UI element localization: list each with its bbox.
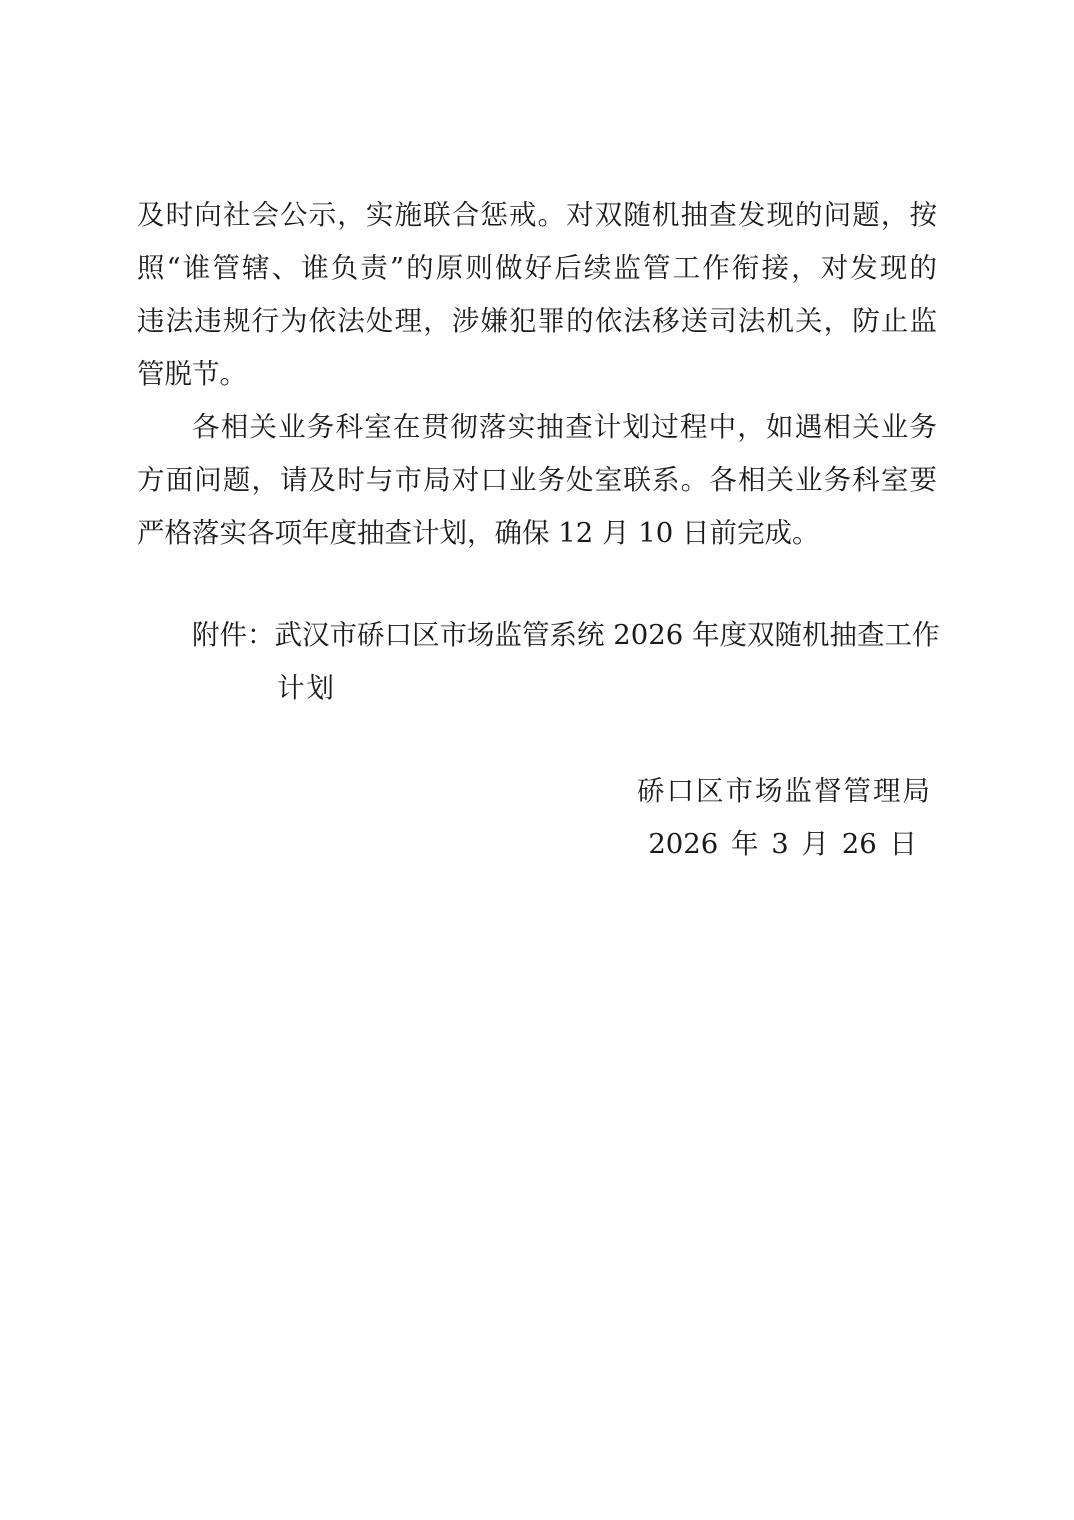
paragraph2-line-3: 严格落实各项年度抽查计划，确保 12 月 10 日前完成。 [137, 517, 820, 549]
paragraph1-line-3: 违法违规行为依法处理，涉嫌犯罪的依法移送司法机关，防止监 [137, 305, 937, 337]
paragraph1-line-4: 管脱节。 [137, 358, 247, 390]
attachment-line-2: 计划 [277, 672, 336, 704]
paragraph2-line-1: 各相关业务科室在贯彻落实抽查计划过程中，如遇相关业务 [192, 411, 937, 443]
attachment-line-1: 附件：武汉市硚口区市场监管系统 2026 年度双随机抽查工作 [192, 619, 940, 651]
paragraph2-line-2: 方面问题，请及时与市局对口业务处室联系。各相关业务科室要 [137, 464, 937, 496]
signature-date: 2026 年 3 月 26 日 [648, 828, 917, 860]
paragraph1-line-1: 及时向社会公示，实施联合惩戒。对双随机抽查发现的问题，按 [137, 199, 937, 231]
paragraph1-line-2: 照“谁管辖、谁负责”的原则做好后续监管工作衔接，对发现的 [137, 252, 937, 284]
signature-organization: 硚口区市场监督管理局 [637, 775, 932, 807]
